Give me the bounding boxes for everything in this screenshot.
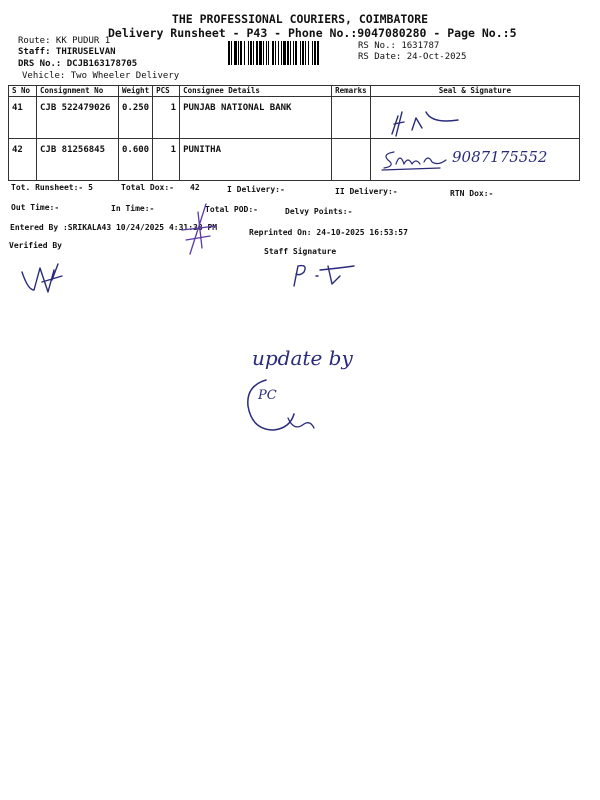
- runsheet-title: Delivery Runsheet - P43 - Phone No.:9047080280 - Page No.:5: [108, 26, 517, 40]
- handwritten-update-note: update by: [252, 346, 353, 370]
- barcode: [228, 41, 354, 65]
- table-header-row: [9, 86, 580, 97]
- column-header: Seal & Signature: [370, 86, 579, 97]
- consignment-cell: CJB 81256845: [37, 139, 119, 181]
- in-time: In Time:-: [111, 204, 155, 213]
- circle-stamp: [244, 374, 322, 436]
- signature-row-41: [388, 106, 468, 140]
- delvy-points: Delvy Points:-: [285, 207, 353, 216]
- consignee-cell: PUNITHA: [180, 139, 332, 181]
- total-dox-label: Total Dox:-: [121, 183, 174, 192]
- vehicle-label: Vehicle: Two Wheeler Delivery: [22, 71, 180, 81]
- staff-signature-label: Staff Signature: [264, 247, 337, 256]
- tot-runsheet: Tot. Runsheet:- 5: [11, 183, 93, 192]
- pcs-cell: 1: [153, 139, 180, 181]
- sno-cell: 42: [9, 139, 37, 181]
- consignee-cell: PUNJAB NATIONAL BANK: [180, 97, 332, 139]
- total-dox-value: 42: [190, 183, 200, 192]
- signature-row-42: [380, 146, 452, 172]
- column-header: Remarks: [332, 86, 371, 97]
- entered-by: Entered By :SRIKALA43 10/24/2025 4:31:38 PM: [10, 223, 218, 232]
- route-label: Route: KK PUDUR 1: [18, 36, 111, 46]
- column-header: Consignment No: [37, 86, 119, 97]
- column-header: PCS: [153, 86, 180, 97]
- reprinted-on: Reprinted On: 24-10-2025 16:53:57: [249, 228, 408, 237]
- remarks-cell: [332, 97, 371, 139]
- stamp-initials: PC: [258, 388, 277, 403]
- company-title: THE PROFESSIONAL COURIERS, COIMBATORE: [171, 12, 429, 26]
- rtn-dox: RTN Dox:-: [450, 189, 494, 198]
- remarks-cell: [332, 139, 371, 181]
- drs-label: DRS No.: DCJB163178705: [18, 59, 138, 69]
- rs-date: RS Date: 24-Oct-2025: [358, 52, 467, 62]
- column-header: S No: [9, 86, 37, 97]
- verified-signature: [18, 260, 68, 298]
- table-row: [9, 97, 580, 139]
- total-pod: Total POD:-: [205, 205, 258, 214]
- stamp-mark: [176, 200, 222, 258]
- column-header: Consignee Details: [180, 86, 332, 97]
- handwritten-phone: 9087175552: [452, 148, 548, 166]
- ii-delivery: II Delivery:-: [335, 187, 398, 196]
- staff-label: Staff: THIRUSELVAN: [18, 47, 116, 57]
- out-time: Out Time:-: [11, 203, 60, 212]
- pcs-cell: 1: [153, 97, 180, 139]
- i-delivery: I Delivery:-: [227, 185, 285, 194]
- column-header: Weight: [119, 86, 153, 97]
- staff-signature: [288, 258, 358, 290]
- verified-by-label: Verified By: [9, 241, 62, 250]
- consignment-cell: CJB 522479026: [37, 97, 119, 139]
- weight-cell: 0.600: [119, 139, 153, 181]
- sno-cell: 41: [9, 97, 37, 139]
- runsheet-table: [8, 85, 580, 181]
- weight-cell: 0.250: [119, 97, 153, 139]
- rs-number: RS No.: 1631787: [358, 41, 440, 51]
